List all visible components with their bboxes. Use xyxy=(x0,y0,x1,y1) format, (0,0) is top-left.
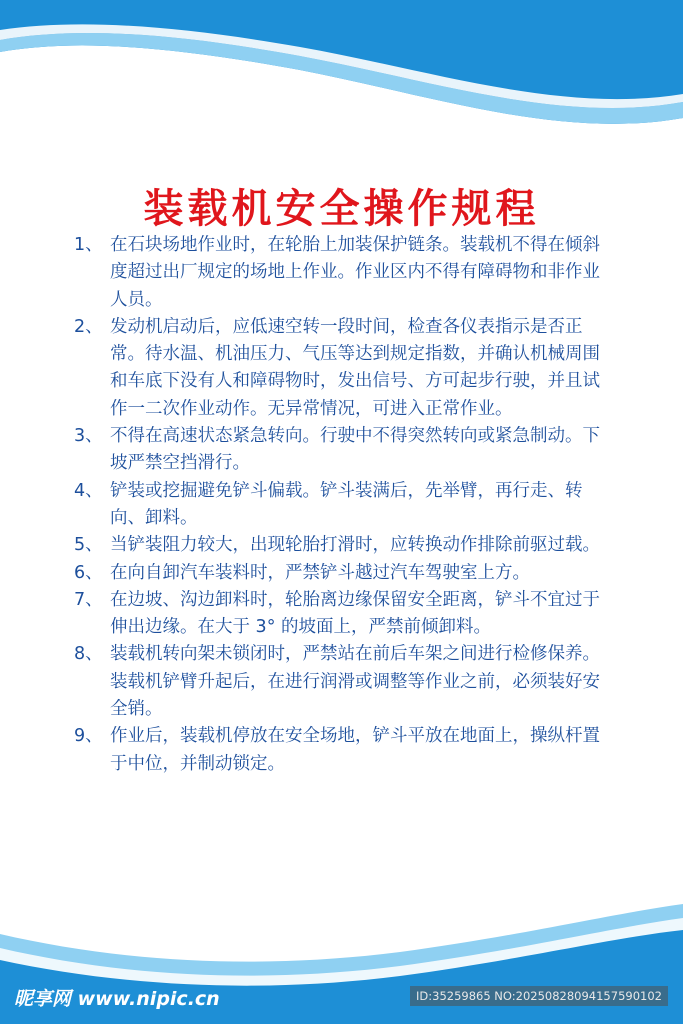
rule-number: 8、 xyxy=(74,644,103,665)
rule-number: 3、 xyxy=(74,426,103,447)
rule-item xyxy=(74,641,614,723)
rule-number: 2、 xyxy=(74,316,103,337)
rule-item xyxy=(74,478,614,533)
rule-item xyxy=(74,532,614,559)
rule-text: 不得在高速状态紧急转向。行驶中不得突然转向或紧急制动。下坡严禁空挡滑行。 xyxy=(110,426,600,474)
rule-text: 铲装或挖掘避免铲斗偏载。铲斗装满后，先举臂，再行走、转向、卸料。 xyxy=(110,480,583,528)
rule-item xyxy=(74,314,614,423)
rule-number: 4、 xyxy=(74,480,103,501)
rule-number: 1、 xyxy=(74,235,103,255)
rule-number: 6、 xyxy=(74,562,103,583)
page-title: 装载机安全操作规程 xyxy=(143,185,540,232)
top-wave-decoration xyxy=(0,0,683,150)
rule-text: 作业后，装载机停放在安全场地，铲斗平放在地面上，操纵杆置于中位，并制动锁定。 xyxy=(110,726,600,774)
rules-list xyxy=(74,232,614,778)
rule-text: 在向自卸汽车装料时，严禁铲斗越过汽车驾驶室上方。 xyxy=(110,562,530,583)
rule-text: 发动机启动后，应低速空转一段时间，检查各仪表指示是否正常。待水温、机油压力、气压等达到规定指数，并确认机械周围和车底下没有人和障碍物时，发出信号、方可起步行驶，并且试作一二次作业动作。无异常情况，可进入正常作业。 xyxy=(110,316,600,419)
rule-text: 当铲装阻力较大，出现轮胎打滑时，应转换动作排除前驱过载。 xyxy=(110,535,600,556)
watermark-id: ID:35259865 NO:20250828094157590102 xyxy=(410,986,668,1006)
watermark-logo: 昵享网 www.nipic.cn xyxy=(14,988,220,1010)
rule-item xyxy=(74,723,614,778)
rule-text: 在边坡、沟边卸料时，轮胎离边缘保留安全距离，铲斗不宜过于伸出边缘。在大于 3° 的坡面上，严禁前倾卸料。 xyxy=(110,589,600,638)
rule-text: 在石块场地作业时，在轮胎上加装保护链条。装载机不得在倾斜度超过出厂规定的场地上作业。作业区内不得有障碍物和非作业人员。 xyxy=(110,235,600,310)
rule-number: 5、 xyxy=(74,535,103,556)
rule-number: 9、 xyxy=(74,726,103,747)
rule-item xyxy=(74,423,614,478)
rule-number: 7、 xyxy=(74,589,103,610)
rule-item xyxy=(74,232,614,314)
rule-item xyxy=(74,587,614,642)
rule-item xyxy=(74,560,614,587)
rule-text: 装载机转向架未锁闭时，严禁站在前后车架之间进行检修保养。装载机铲臂升起后，在进行润滑或调整等作业之前，必须装好安全销。 xyxy=(110,644,600,720)
